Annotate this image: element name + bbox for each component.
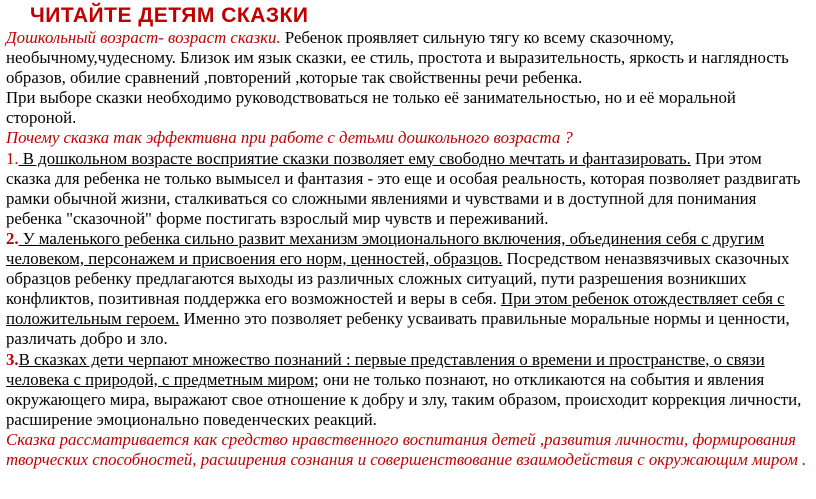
- point-3-underlined: В сказках дети черпают множество познаний : первые представления о времени и пространстве, о связи человека с природой, с предметным миром: [6, 349, 765, 389]
- page-title: ЧИТАЙТЕ ДЕТЯМ СКАЗКИ: [30, 4, 309, 27]
- point-1-underlined: В дошкольном возрасте восприятие сказки позволяет ему свободно мечтать и фантазировать.: [18, 148, 691, 168]
- selection-paragraph: При выборе сказки необходимо руководствоваться не только её занимательностью, но и её моральной стороной.: [6, 88, 736, 128]
- conclusion-paragraph: Сказка рассматривается как средство нравственного воспитания детей ,развития личности, формирования творческих способностей, расширения сознания и совершенствование взаимодействия с окружающим миром .: [6, 429, 807, 469]
- point-1-text: При этом сказка для ребенка не только вымысел и фантазия - это еще и особая реальность, которая позволяет раздвигать рамки обычной жизни, сталкиваться со сложными явлениями и чувствами и в доступной для понимания ребенка "сказочной" форме постигать взрослый мир чувств и переживаний.: [6, 148, 801, 228]
- point-2-text-2: Именно это позволяет ребенку усваивать правильные моральные нормы и ценности, различать добро и зло.: [6, 309, 790, 349]
- intro-paragraph: [6, 28, 810, 88]
- point-1-paragraph: [6, 149, 810, 229]
- point-2-number: 2.: [6, 228, 19, 248]
- point-2-paragraph: [6, 229, 810, 350]
- point-3-text: ; они не только познают, но откликаются на события и явления окружающего мира, выражают свое отношение к добру и злу, таким образом, происходит коррекция личности, расширение эмоционально поведенческих реакций.: [6, 369, 802, 429]
- intro-text: Ребенок проявляет сильную тягу ко всему сказочному, необычному,чудесному. Близок им язык сказки, ее стиль, простота и выразительность, яркость и наглядность образов, обилие сравнений ,повторений ,которые так свойственны речи ребенка.: [6, 28, 789, 88]
- point-2-underlined-1: У маленького ребенка сильно развит механизм эмоционального включения, объединения себя с другим человеком, персонажем и присвоения его норм, ценностей, образцов.: [6, 228, 765, 269]
- question-heading: Почему сказка так эффективна при работе с детьми дошкольного возраста ?: [6, 128, 573, 148]
- point-1-number: 1.: [6, 148, 19, 168]
- intro-lead: Дошкольный возраст- возраст сказки.: [6, 28, 281, 47]
- point-2-underlined-2: При этом ребенок отождествляет себя с положительным героем.: [6, 289, 785, 329]
- article-body: [6, 28, 810, 470]
- point-3-paragraph: [6, 350, 810, 430]
- point-3-number: 3.: [6, 349, 19, 369]
- point-2-text-1: Посредством неназвязчивых сказочных образцов ребенку предлагаются выходы из различных сложных ситуаций, пути разрешения возникших конфликтов, позитивная поддержка его возможностей и веры в себя.: [6, 249, 790, 309]
